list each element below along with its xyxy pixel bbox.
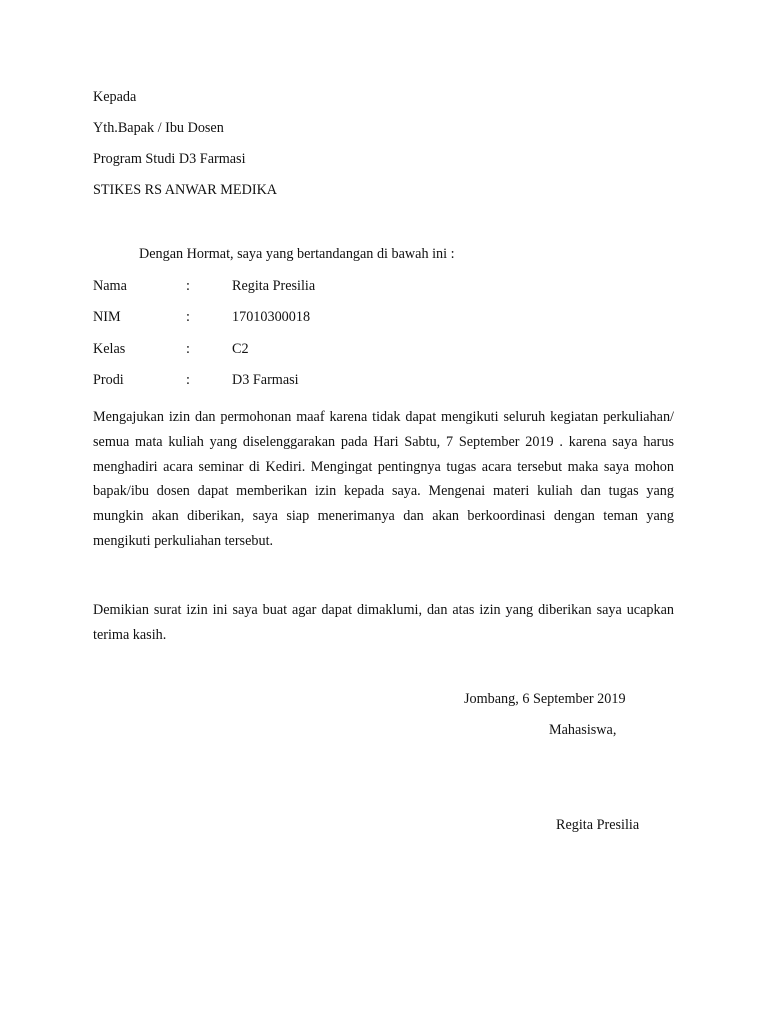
identity-row-prodi [93,371,653,389]
signer-name: Regita Presilia [556,817,640,833]
identity-value: C2 [232,341,249,357]
identity-label: Prodi [93,372,124,388]
place-date: Jombang, 6 September 2019 [464,691,626,707]
identity-value: D3 Farmasi [232,372,299,388]
identity-colon: : [186,309,190,325]
body-paragraph-closing: Demikian surat izin ini saya buat agar dapat dimaklumi, dan atas izin yang diberikan saya ucapkan terima kasih. [93,602,674,643]
identity-row-nim [93,308,653,326]
recipient-line-institution: STIKES RS ANWAR MEDIKA [93,182,278,198]
identity-value: Regita Presilia [232,278,316,294]
opening-line: Dengan Hormat, saya yang bertandangan di bawah ini : [139,246,455,262]
identity-row-nama [93,277,653,295]
identity-row-kelas [93,340,653,358]
signoff-role: Mahasiswa, [549,722,617,738]
recipient-line-kepada: Kepada [93,89,137,105]
identity-label: Nama [93,278,127,294]
identity-colon: : [186,372,190,388]
identity-label: NIM [93,309,121,325]
identity-colon: : [186,341,190,357]
recipient-line-dosen: Yth.Bapak / Ibu Dosen [93,120,224,136]
body-paragraph-request: Mengajukan izin dan permohonan maaf karena tidak dapat mengikuti seluruh kegiatan perkuliahan/ semua mata kuliah yang diselenggarakan pada Hari Sabtu, 7 September 2019 . karena saya harus menghadiri acara seminar di Kediri. Mengingat pentingnya tugas acara tersebut maka saya mohon bapak/ibu dosen dapat memberikan izin kepada saya. Mengenai materi kuliah dan tugas yang mungkin akan diberikan, saya siap menerimanya dan akan berkoordinasi dengan teman yang mengikuti perkuliahan tersebut. [93,409,674,549]
identity-value: 17010300018 [232,309,311,325]
identity-colon: : [186,278,190,294]
identity-label: Kelas [93,341,126,357]
recipient-line-program: Program Studi D3 Farmasi [93,151,246,167]
